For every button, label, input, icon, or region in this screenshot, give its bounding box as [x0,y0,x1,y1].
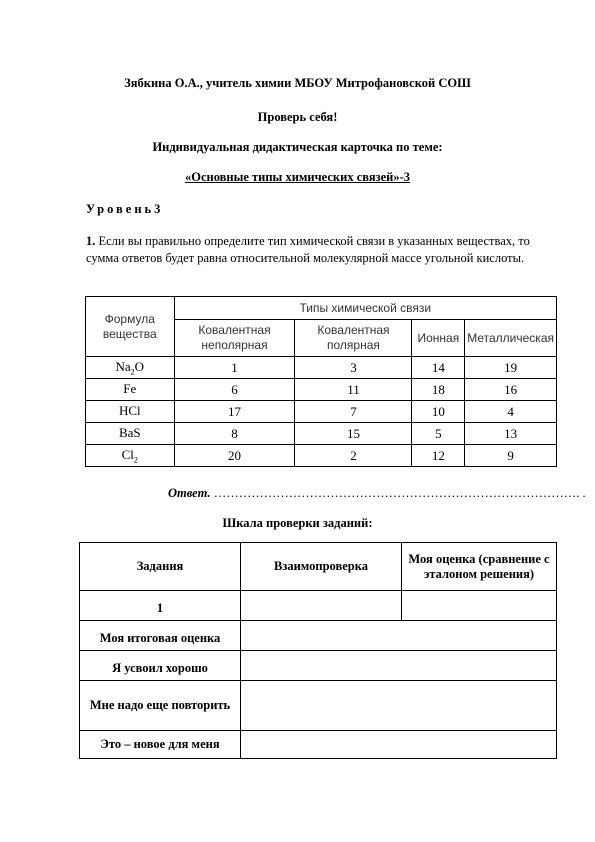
new-for-me-label: Это – новое для меня [80,731,241,759]
bond-types-header: Типы химической связи [174,297,556,320]
table-row [80,731,557,759]
table-row [80,681,557,731]
formula-header: Формула вещества [86,297,175,357]
topic-title: «Основные типы химических связей»-3 [184,170,411,184]
column-header: Металлическая [465,320,557,357]
value-cell: 8 [174,423,295,445]
task-1 [86,233,556,267]
table-row [80,543,557,591]
table-row [86,357,557,379]
learned-well-cell[interactable] [241,651,557,681]
table-row [80,591,557,621]
answer-label: Ответ. [168,486,211,500]
author-line: Зябкина О.А., учитель химии МБОУ Митрофановской СОШ [124,76,471,90]
value-cell: 1 [174,357,295,379]
answer-blank[interactable]: ……………………………………………………………………………. . [210,486,586,500]
value-cell: 6 [174,379,295,401]
need-repeat-cell[interactable] [241,681,557,731]
header-peer-check: Взаимопроверка [241,543,402,591]
formula-cell: $Cl_2$ [86,445,175,467]
value-cell: 19 [465,357,557,379]
value-cell: 3 [295,357,412,379]
column-header: Ионная [412,320,465,357]
value-cell: 2 [295,445,412,467]
formula-cell: $Na_2O$ [86,357,175,379]
topic-intro: Индивидуальная дидактическая карточка по теме: [152,140,443,154]
value-cell: 17 [174,401,295,423]
self-check-table [79,542,557,759]
scale-title: Шкала проверки заданий: [222,516,373,530]
value-cell: 18 [412,379,465,401]
value-cell: 15 [295,423,412,445]
table-row [86,379,557,401]
formula-cell: Fe [86,379,175,401]
need-repeat-label: Мне надо еще повторить [80,681,241,731]
value-cell: 13 [465,423,557,445]
value-cell: 10 [412,401,465,423]
table-row [86,423,557,445]
peer-check-cell[interactable] [241,591,402,621]
formula-cell: HCl [86,401,175,423]
table-row [80,621,557,651]
table-row [86,401,557,423]
value-cell: 12 [412,445,465,467]
answer-line [168,486,586,501]
column-header: Ковалентная полярная [295,320,412,357]
my-grade-cell[interactable] [402,591,557,621]
task-text: Если вы правильно определите тип химической связи в указанных веществах, то сумма ответов будет равна относительной молекулярной массе угольной кислоты. [86,234,530,265]
value-cell: 14 [412,357,465,379]
final-grade-cell[interactable] [241,621,557,651]
learned-well-label: Я усвоил хорошо [80,651,241,681]
task-number: 1. [86,234,96,248]
value-cell: 11 [295,379,412,401]
header-my-grade: Моя оценка (сравнение с эталоном решения) [402,543,557,591]
final-grade-label: Моя итоговая оценка [80,621,241,651]
table-row [86,445,557,467]
level-label: Уровень3 [86,202,164,216]
value-cell: 5 [412,423,465,445]
value-cell: 4 [465,401,557,423]
header-tasks: Задания [80,543,241,591]
column-header: Ковалентная неполярная [174,320,295,357]
table-row [80,651,557,681]
value-cell: 16 [465,379,557,401]
new-for-me-cell[interactable] [241,731,557,759]
bond-type-table [85,296,557,467]
value-cell: 7 [295,401,412,423]
task-number-cell: 1 [80,591,241,621]
check-yourself-title: Проверь себя! [257,110,338,124]
value-cell: 20 [174,445,295,467]
value-cell: 9 [465,445,557,467]
formula-cell: BaS [86,423,175,445]
